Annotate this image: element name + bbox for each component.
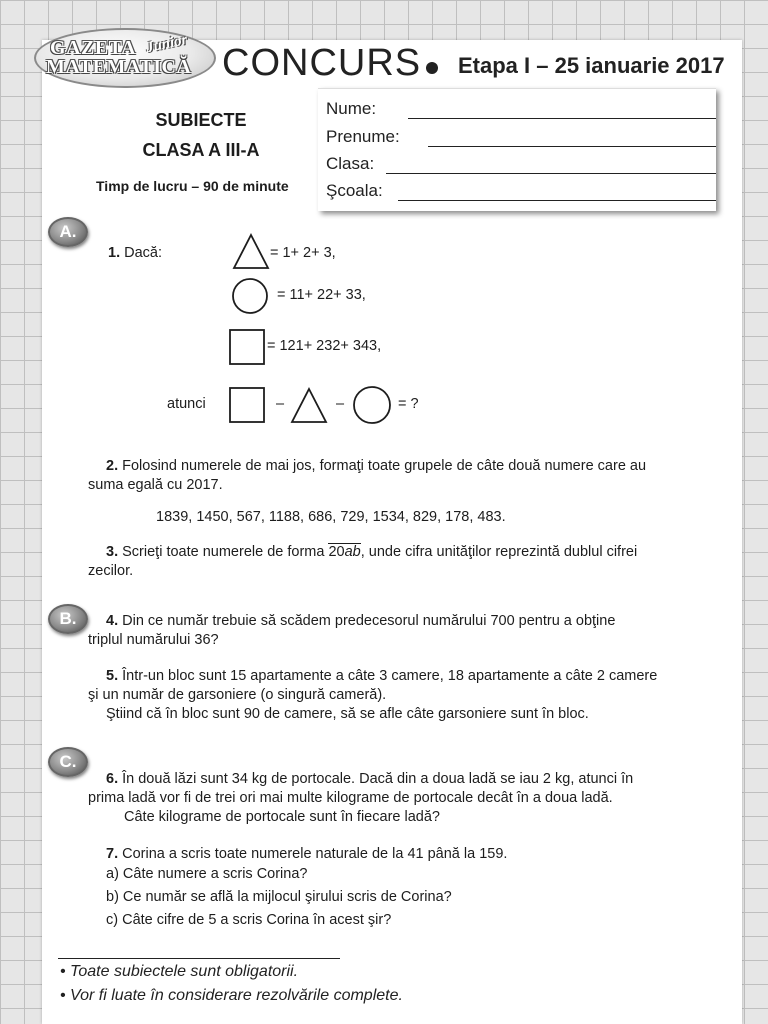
problem-3-line2: zecilor. [88, 563, 134, 579]
field-scoala[interactable] [398, 200, 716, 201]
subject-title: SUBIECTE [155, 110, 247, 130]
problem-5 [106, 667, 657, 686]
problem-1-intro-text: Dacă: [124, 245, 163, 261]
problem-4-line2: triplul numărului 36? [88, 632, 219, 648]
problem-6-line3: Câte kilograme de portocale sunt în fiecare ladă? [124, 809, 440, 825]
subject-time: Timp de lucru – 90 de minute [96, 178, 289, 194]
label-scoala: Şcoala: [326, 181, 383, 200]
circle-icon [352, 385, 392, 425]
etapa-date: Etapa I – 25 ianuarie 2017 [458, 53, 725, 78]
label-clasa: Clasa: [326, 154, 375, 173]
logo-line2: MATEMATICĂ [46, 56, 192, 78]
problem-7-b: b) Ce număr se află la mijlocul şirului scris de Corina? [106, 889, 452, 905]
field-prenume[interactable] [428, 146, 716, 147]
problem-4-line1: Din ce număr trebuie să scădem predecesorul numărului 700 pentru a obţine [122, 613, 616, 629]
problem-6 [106, 770, 633, 789]
problem-3-number: 3. [106, 544, 119, 560]
minus-sign: – [276, 396, 285, 412]
problem-5-line3: Ştiind că în bloc sunt 90 de camere, să se afle câte garsoniere sunt în bloc. [106, 706, 589, 722]
problem-2-line2: suma egală cu 2017. [88, 477, 223, 493]
problem-3-text-after: , unde cifra unităţilor reprezintă dublul cifrei [360, 544, 638, 560]
problem-1-intro [108, 244, 162, 263]
concurs-title: CONCURS [222, 42, 422, 84]
problem-6-line2: prima ladă vor fi de trei ori mai multe kilograme de portocale decât în a doua ladă. [88, 790, 613, 806]
problem-2-line1: Folosind numerele de mai jos, formaţi toate grupele de câte două numere care au [122, 458, 647, 474]
problem-6-line1: În două lăzi sunt 34 kg de portocale. Dacă din a doua ladă se iau 2 kg, atunci în [122, 771, 634, 787]
note-obligatory: • Toate subiectele sunt obligatorii. [60, 963, 299, 980]
problem-3-number-form [328, 543, 360, 560]
logo-line1: GAZETA [50, 37, 136, 59]
problem-4 [106, 612, 615, 631]
problem-7 [106, 845, 507, 864]
square-equation: = 121+ 232+ 343, [267, 338, 382, 354]
problem-5-line2: şi un număr de garsoniere (o singură cameră). [88, 687, 387, 703]
triangle-icon [290, 386, 328, 424]
circle-equation: = 11+ 22+ 33, [277, 287, 366, 303]
label-nume: Nume: [326, 99, 377, 118]
problem-1-question: = ? [398, 396, 419, 412]
logo-junior: Junior [144, 31, 189, 57]
problem-2-number: 2. [106, 458, 119, 474]
problem-2 [88, 457, 728, 476]
note-complete: • Vor fi luate în considerare rezolvările complete. [60, 987, 403, 1004]
problem-3-form-digits: 20 [328, 544, 345, 560]
problem-2-numbers: 1839, 1450, 567, 1188, 686, 729, 1534, 829, 178, 483. [156, 509, 506, 525]
label-prenume: Prenume: [326, 127, 400, 146]
minus-sign: – [336, 396, 345, 412]
student-info-box [318, 88, 716, 211]
problem-3 [106, 543, 637, 562]
section-b-badge: B. [48, 604, 88, 634]
problem-5-line1: Într-un bloc sunt 15 apartamente a câte 3 camere, 18 apartamente a câte 2 camere [122, 668, 658, 684]
problem-7-a: a) Câte numere a scris Corina? [106, 866, 308, 882]
triangle-equation: = 1+ 2+ 3, [270, 245, 336, 261]
square-icon [228, 386, 266, 424]
problem-1-number: 1. [108, 245, 121, 261]
section-a-badge: A. [48, 217, 88, 247]
problem-7-line1: Corina a scris toate numerele naturale de la 41 până la 159. [122, 846, 508, 862]
problem-7-c: c) Câte cifre de 5 a scris Corina în acest şir? [106, 912, 392, 928]
problem-3-text-before: Scrieţi toate numerele de forma [122, 544, 325, 560]
problem-6-number: 6. [106, 771, 119, 787]
problem-4-number: 4. [106, 613, 119, 629]
triangle-icon [232, 232, 270, 270]
problem-3-form-vars: ab [344, 544, 361, 560]
problem-1-atunci: atunci [167, 396, 206, 412]
bullet-dot-icon [426, 62, 438, 74]
problem-7-number: 7. [106, 846, 119, 862]
circle-icon [231, 277, 269, 315]
square-icon [228, 328, 266, 366]
field-clasa[interactable] [386, 173, 716, 174]
section-c-badge: C. [48, 747, 88, 777]
problem-5-number: 5. [106, 668, 119, 684]
footer-divider [58, 958, 340, 959]
field-nume[interactable] [408, 118, 716, 119]
subject-class: CLASA A III-A [142, 140, 260, 160]
